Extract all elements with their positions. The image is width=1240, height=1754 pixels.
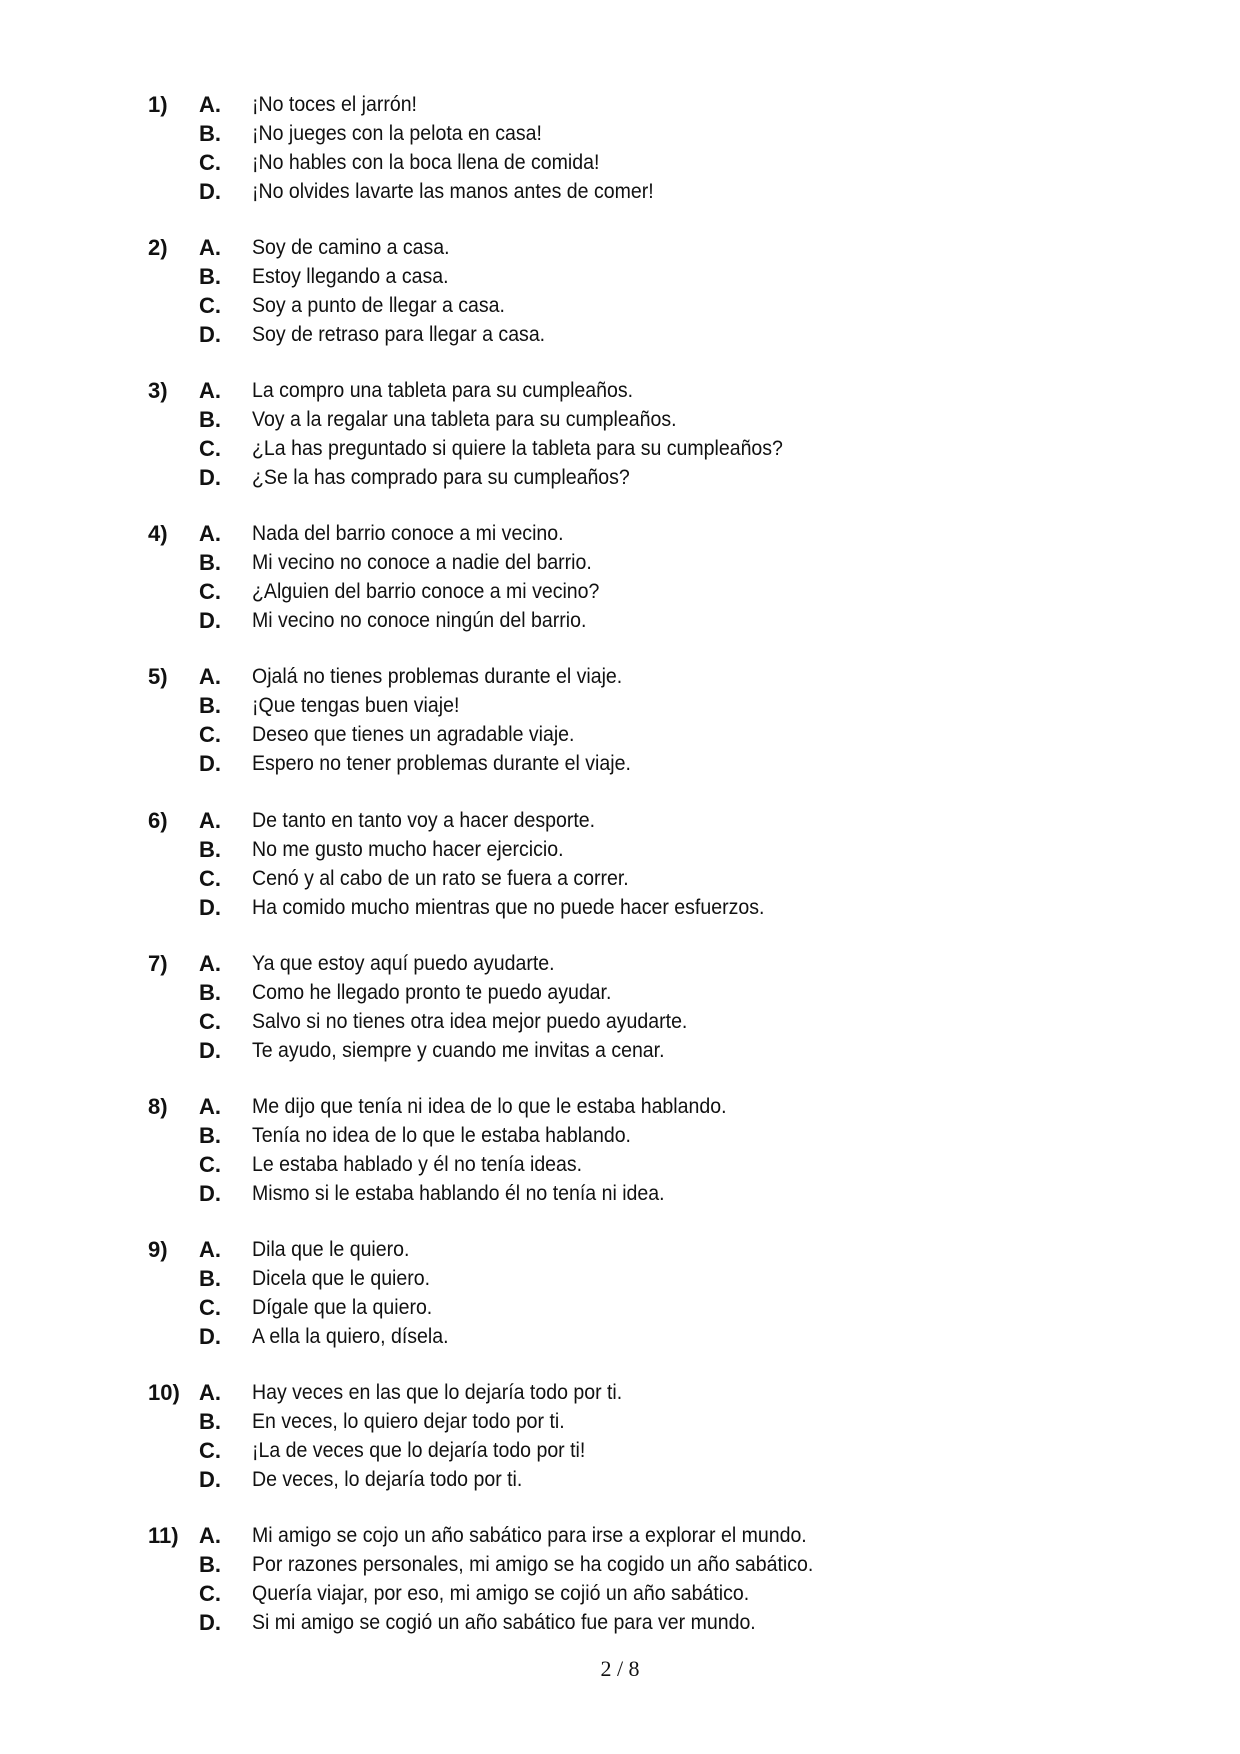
answer-option: [0, 1235, 1240, 1264]
answer-option: [0, 1121, 1240, 1150]
option-letter: B.: [199, 264, 221, 290]
option-letter: A.: [199, 1093, 221, 1119]
question-number: 10): [148, 1379, 180, 1405]
option-letter: D.: [199, 179, 221, 204]
answer-option: [0, 376, 1240, 405]
option-letter: A.: [199, 1379, 221, 1405]
answer-option: [0, 577, 1240, 606]
option-text: Te ayudo, siempre y cuando me invitas a cenar.: [252, 1038, 665, 1062]
answer-option: [0, 1521, 1240, 1550]
option-text: A ella la quiero, dísela.: [252, 1324, 449, 1348]
option-letter: D.: [199, 465, 221, 491]
option-letter: B.: [199, 1552, 221, 1577]
answer-option: [0, 1407, 1240, 1436]
option-text: Dila que le quiero.: [252, 1237, 410, 1261]
answer-option: [0, 606, 1240, 635]
question-9: [0, 1235, 1240, 1351]
option-letter: A.: [199, 521, 221, 547]
option-text: Mi amigo se cojo un año sabático para irse a explorar el mundo.: [252, 1524, 807, 1547]
option-letter: A.: [199, 1236, 221, 1262]
answer-option: [0, 291, 1240, 320]
question-number: 6): [148, 807, 168, 833]
option-letter: A.: [199, 235, 221, 261]
option-text: Espero no tener problemas durante el viaje.: [252, 752, 631, 776]
answer-option: [0, 90, 1240, 119]
option-letter: B.: [199, 1122, 221, 1148]
question-3: [0, 376, 1240, 492]
option-letter: B.: [199, 1265, 221, 1291]
option-text: Deseo que tienes un agradable viaje.: [252, 723, 575, 747]
option-text: En veces, lo quiero dejar todo por ti.: [252, 1409, 565, 1433]
answer-option: [0, 1608, 1240, 1637]
option-text: Mi vecino no conoce ningún del barrio.: [252, 609, 587, 633]
option-text: ¿Se la has comprado para su cumpleaños?: [252, 466, 630, 490]
option-text: ¡No hables con la boca llena de comida!: [252, 151, 600, 174]
answer-option: [0, 262, 1240, 291]
question-number: 4): [148, 521, 168, 547]
option-letter: D.: [199, 1610, 221, 1635]
option-text: ¡Que tengas buen viaje!: [252, 694, 460, 718]
option-text: Tenía no idea de lo que le estaba hablando.: [252, 1123, 631, 1147]
option-letter: A.: [199, 1523, 221, 1548]
question-7: [0, 949, 1240, 1065]
option-letter: D.: [199, 1180, 221, 1206]
option-text: Quería viajar, por eso, mi amigo se cojió un año sabático.: [252, 1582, 750, 1605]
option-text: Dígale que la quiero.: [252, 1295, 433, 1319]
option-letter: B.: [199, 407, 221, 433]
option-letter: D.: [199, 608, 221, 634]
question-number: 2): [148, 235, 168, 261]
answer-option: [0, 864, 1240, 893]
option-text: De veces, lo dejaría todo por ti.: [252, 1467, 523, 1491]
option-text: Si mi amigo se cogió un año sabático fue para ver mundo.: [252, 1611, 756, 1634]
option-text: Le estaba hablado y él no tenía ideas.: [252, 1152, 583, 1176]
option-text: ¿Alguien del barrio conoce a mi vecino?: [252, 580, 600, 604]
question-number: 8): [148, 1093, 168, 1119]
option-letter: C.: [199, 293, 221, 319]
answer-option: [0, 1150, 1240, 1179]
option-text: Nada del barrio conoce a mi vecino.: [252, 522, 564, 546]
answer-option: [0, 434, 1240, 463]
option-text: Salvo si no tienes otra idea mejor puedo ayudarte.: [252, 1009, 688, 1033]
question-number: 7): [148, 950, 168, 976]
question-number: 1): [148, 92, 168, 117]
option-text: Por razones personales, mi amigo se ha cogido un año sabático.: [252, 1553, 814, 1576]
option-text: Ojalá no tienes problemas durante el viaje.: [252, 665, 623, 689]
option-text: Ya que estoy aquí puedo ayudarte.: [252, 951, 555, 975]
answer-option: [0, 463, 1240, 492]
answer-option: [0, 233, 1240, 262]
option-letter: B.: [199, 1408, 221, 1434]
option-letter: C.: [199, 579, 221, 605]
answer-option: [0, 978, 1240, 1007]
option-letter: D.: [199, 1323, 221, 1349]
option-letter: D.: [199, 1037, 221, 1063]
answer-option: [0, 405, 1240, 434]
question-5: [0, 662, 1240, 778]
option-letter: B.: [199, 979, 221, 1005]
option-letter: C.: [199, 1294, 221, 1320]
option-letter: B.: [199, 836, 221, 862]
question-number: 9): [148, 1236, 168, 1262]
answer-option: [0, 519, 1240, 548]
question-number: 5): [148, 664, 168, 690]
answer-option: [0, 177, 1240, 206]
answer-option: [0, 1465, 1240, 1494]
answer-option: [0, 119, 1240, 148]
answer-option: [0, 749, 1240, 778]
option-letter: D.: [199, 751, 221, 777]
answer-option: [0, 548, 1240, 577]
option-text: Cenó y al cabo de un rato se fuera a correr.: [252, 866, 629, 890]
question-number: 11): [148, 1523, 179, 1548]
answer-option: [0, 1036, 1240, 1065]
answer-option: [0, 1436, 1240, 1465]
option-letter: D.: [199, 1466, 221, 1492]
option-text: Hay veces en las que lo dejaría todo por ti.: [252, 1380, 623, 1404]
option-text: Ha comido mucho mientras que no puede hacer esfuerzos.: [252, 895, 765, 919]
option-text: Voy a la regalar una tableta para su cumpleaños.: [252, 408, 677, 432]
option-letter: C.: [199, 150, 221, 175]
question-8: [0, 1092, 1240, 1208]
option-text: No me gusto mucho hacer ejercicio.: [252, 837, 564, 861]
option-letter: A.: [199, 378, 221, 404]
answer-option: [0, 662, 1240, 691]
answer-option: [0, 835, 1240, 864]
option-text: ¡No olvides lavarte las manos antes de comer!: [252, 180, 654, 203]
option-letter: C.: [199, 865, 221, 891]
answer-option: [0, 1007, 1240, 1036]
answer-option: [0, 1550, 1240, 1579]
option-letter: A.: [199, 664, 221, 690]
option-text: ¡La de veces que lo dejaría todo por ti!: [252, 1438, 586, 1462]
question-number: 3): [148, 378, 168, 404]
option-text: Dicela que le quiero.: [252, 1266, 431, 1290]
option-letter: D.: [199, 894, 221, 920]
option-text: Mismo si le estaba hablando él no tenía ni idea.: [252, 1181, 665, 1205]
answer-option: [0, 320, 1240, 349]
option-letter: B.: [199, 550, 221, 576]
answer-option: [0, 1179, 1240, 1208]
option-text: ¡No jueges con la pelota en casa!: [252, 122, 542, 145]
answer-option: [0, 720, 1240, 749]
option-letter: D.: [199, 322, 221, 348]
option-letter: A.: [199, 92, 221, 117]
option-text: Me dijo que tenía ni idea de lo que le estaba hablando.: [252, 1094, 727, 1118]
option-text: Soy a punto de llegar a casa.: [252, 294, 505, 318]
option-letter: C.: [199, 1437, 221, 1463]
question-6: [0, 806, 1240, 922]
option-letter: B.: [199, 121, 221, 146]
question-4: [0, 519, 1240, 635]
option-letter: A.: [199, 807, 221, 833]
option-text: Estoy llegando a casa.: [252, 265, 449, 289]
answer-option: [0, 691, 1240, 720]
option-letter: C.: [199, 1151, 221, 1177]
answer-option: [0, 1378, 1240, 1407]
question-2: [0, 233, 1240, 349]
option-letter: C.: [199, 436, 221, 462]
option-text: De tanto en tanto voy a hacer desporte.: [252, 808, 596, 832]
option-text: Como he llegado pronto te puedo ayudar.: [252, 980, 612, 1004]
option-text: Mi vecino no conoce a nadie del barrio.: [252, 551, 592, 575]
answer-option: [0, 1092, 1240, 1121]
answer-option: [0, 1322, 1240, 1351]
option-text: ¿La has preguntado si quiere la tableta para su cumpleaños?: [252, 437, 783, 461]
question-11: [0, 1521, 1240, 1637]
answer-option: [0, 893, 1240, 922]
option-text: ¡No toces el jarrón!: [252, 93, 417, 116]
option-text: Soy de retraso para llegar a casa.: [252, 323, 546, 347]
option-letter: C.: [199, 1581, 221, 1606]
option-letter: A.: [199, 950, 221, 976]
question-10: [0, 1378, 1240, 1494]
option-text: Soy de camino a casa.: [252, 236, 450, 260]
answer-option: [0, 806, 1240, 835]
answer-option: [0, 1579, 1240, 1608]
page-number: 2 / 8: [600, 1656, 640, 1681]
option-letter: C.: [199, 1008, 221, 1034]
question-1: [0, 90, 1240, 206]
answer-option: [0, 1264, 1240, 1293]
option-letter: B.: [199, 693, 221, 719]
answer-option: [0, 949, 1240, 978]
answer-option: [0, 1293, 1240, 1322]
option-letter: C.: [199, 722, 221, 748]
option-text: La compro una tableta para su cumpleaños.: [252, 379, 634, 403]
answer-option: [0, 148, 1240, 177]
